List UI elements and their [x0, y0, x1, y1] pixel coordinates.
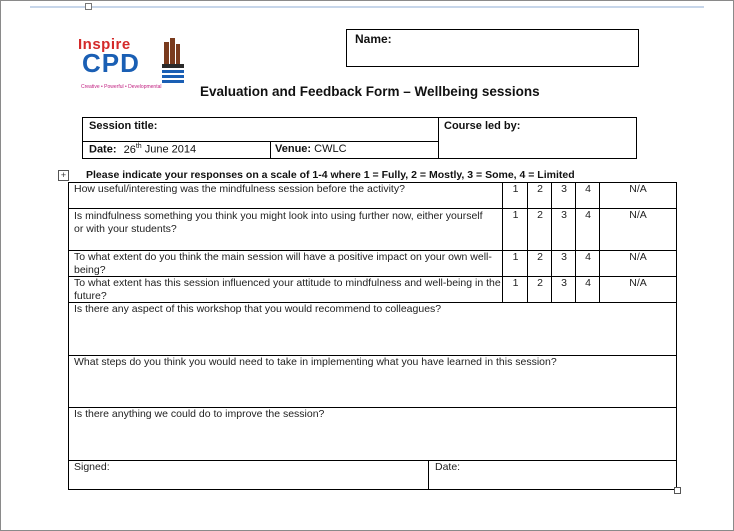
rated-question-row[interactable]: [69, 251, 676, 277]
table-resize-handle[interactable]: [674, 487, 681, 494]
ruler-bar: [30, 6, 704, 8]
scale-cell-4[interactable]: 4: [575, 183, 600, 208]
question-text: Is there any aspect of this workshop that you would recommend to colleagues?: [74, 303, 442, 315]
open-question-row[interactable]: [69, 356, 676, 408]
date-suffix: th: [135, 143, 142, 150]
venue-label: Venue:: [275, 143, 312, 155]
date-day: 26: [123, 143, 136, 156]
ruler-marker[interactable]: [85, 3, 92, 10]
open-question-row[interactable]: [69, 408, 676, 461]
scale-cell-3[interactable]: 3: [551, 277, 576, 302]
scale-cell-2[interactable]: 2: [527, 277, 552, 302]
logo-name: Inspire: [78, 36, 131, 53]
question-text: To what extent do you think the main session will have a positive impact on your own well-being?: [74, 251, 492, 276]
feedback-table: [68, 182, 677, 490]
course-led-cell[interactable]: [439, 118, 636, 158]
scale-cell-4[interactable]: 4: [575, 277, 600, 302]
rated-question-row[interactable]: [69, 277, 676, 303]
scale-cell-3[interactable]: 3: [551, 251, 576, 276]
signature-row[interactable]: [69, 461, 676, 489]
date-cell[interactable]: [83, 142, 271, 158]
scale-cell-4[interactable]: 4: [575, 251, 600, 276]
scale-cell-1[interactable]: 1: [502, 183, 528, 208]
scale-cell-na[interactable]: N/A: [599, 251, 676, 276]
question-text: How useful/interesting was the mindfulness session before the activity?: [74, 183, 405, 195]
scale-cell-4[interactable]: 4: [575, 209, 600, 250]
scale-cell-na[interactable]: N/A: [599, 183, 676, 208]
inspire-cpd-logo: [78, 36, 196, 98]
name-field[interactable]: [346, 29, 639, 67]
scale-instruction: Please indicate your responses on a scale of 1-4 where 1 = Fully, 2 = Mostly, 3 = Some, 4 = Limited: [86, 169, 575, 181]
scale-cell-3[interactable]: 3: [551, 183, 576, 208]
scale-cell-2[interactable]: 2: [527, 209, 552, 250]
session-title-cell[interactable]: [83, 118, 439, 142]
logo-product: CPD: [82, 48, 140, 78]
venue-cell[interactable]: [271, 142, 439, 158]
signed-label: Signed:: [74, 461, 110, 473]
question-text: To what extent has this session influenced your attitude to mindfulness and well-being in the future?: [74, 277, 501, 302]
course-led-label: Course led by:: [444, 120, 521, 132]
session-title-label: Session title:: [89, 120, 158, 132]
footer-date-label: Date:: [435, 461, 461, 473]
venue-value: CWLC: [311, 143, 347, 155]
scale-cell-na[interactable]: N/A: [599, 277, 676, 302]
rated-question-row[interactable]: [69, 183, 676, 209]
scale-cell-2[interactable]: 2: [527, 183, 552, 208]
open-question-row[interactable]: [69, 303, 676, 356]
rated-question-row[interactable]: [69, 209, 676, 251]
question-text: Is there anything we could do to improve the session?: [74, 408, 325, 420]
scale-cell-1[interactable]: 1: [502, 251, 528, 276]
signature-divider: [428, 461, 429, 489]
scale-cell-3[interactable]: 3: [551, 209, 576, 250]
date-label: Date:: [89, 143, 117, 156]
table-move-handle-icon[interactable]: +: [58, 170, 69, 181]
form-title: Evaluation and Feedback Form – Wellbeing sessions: [200, 84, 540, 99]
question-text: Is mindfulness something you think you might look into using further now, either yourself or with your students?: [74, 210, 483, 235]
scale-cell-2[interactable]: 2: [527, 251, 552, 276]
scale-cell-na[interactable]: N/A: [599, 209, 676, 250]
date-rest: June 2014: [141, 143, 197, 156]
question-text: What steps do you think you would need to take in implementing what you have learned in this session?: [74, 356, 557, 368]
session-details-table: [82, 117, 637, 159]
name-label: Name:: [355, 32, 392, 46]
logo-tagline: Creative • Powerful • Developmental: [81, 84, 162, 90]
scale-cell-1[interactable]: 1: [502, 209, 528, 250]
scale-cell-1[interactable]: 1: [502, 277, 528, 302]
